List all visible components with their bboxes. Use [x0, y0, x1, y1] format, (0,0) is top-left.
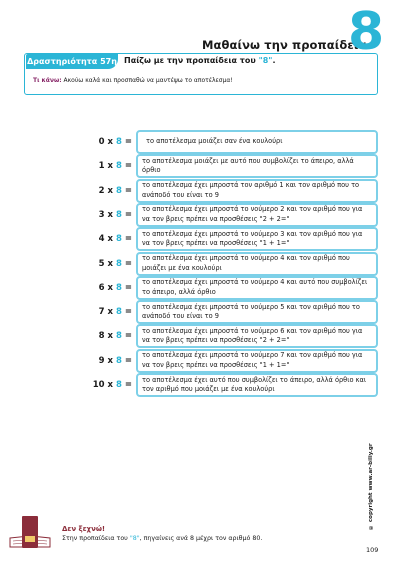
activity-instruction: [33, 77, 233, 84]
row-clue-box: [136, 203, 378, 227]
multiplication-row: [48, 324, 378, 348]
multiplication-row: [48, 349, 378, 373]
activity-title-prefix: Παίζω με την προπαίδεια του: [124, 56, 259, 65]
row-equals: =: [121, 355, 132, 366]
row-clue-box: [136, 154, 378, 178]
row-clue-box: [136, 373, 378, 397]
row-clue-box: [136, 349, 378, 373]
row-eight: 8: [115, 185, 122, 196]
row-eight: 8: [115, 282, 122, 293]
row-clue-box: [136, 276, 378, 300]
row-equals: =: [121, 209, 132, 220]
row-eight: 8: [115, 307, 122, 318]
multiplication-row: [48, 300, 378, 324]
reminder-text-suffix: , πηγαίνεις ανά 8 μέχρι τον αριθμό 80.: [139, 535, 263, 542]
row-clue-text: το αποτέλεσμα έχει μπροστά το νούμερο 4 και τον αριθμό που μοιάζει με ένα κουλούρι: [142, 254, 350, 272]
page-title: Μαθαίνω την προπαίδεια: [202, 38, 367, 52]
multiplication-row: [48, 276, 378, 300]
row-eight: 8: [115, 355, 122, 366]
activity-title: [124, 56, 276, 65]
row-equation: [99, 179, 132, 203]
row-eight: 8: [115, 137, 122, 147]
row-clue-box: [136, 300, 378, 324]
multiplication-row: [48, 373, 378, 397]
row-equation: [99, 324, 132, 348]
row-multiplier: 4 x: [98, 234, 114, 245]
row-eight: 8: [115, 380, 122, 390]
row-eight: 8: [115, 331, 122, 342]
row-clue-text: το αποτέλεσμα μοιάζει με αυτό που συμβολίζει το άπειρο, αλλά όρθιο: [142, 156, 354, 175]
row-clue-text: το αποτέλεσμα έχει αυτό που συμβολίζει το άπειρο, αλλά όρθιο και τον αριθμό που μοιάζει με ένα κουλούρι: [142, 375, 367, 393]
row-equals: =: [121, 185, 132, 196]
row-multiplier: 7 x: [98, 307, 114, 318]
row-multiplier: 0 x: [98, 137, 114, 147]
row-clue-box: [136, 252, 378, 276]
row-multiplier: 10 x: [92, 380, 114, 390]
multiplication-row: [48, 252, 378, 276]
page-number: 109: [366, 546, 379, 554]
row-multiplier: 6 x: [98, 282, 114, 293]
row-clue-text: το αποτέλεσμα έχει μπροστά το νούμερο 4 και αυτό που συμβολίζει το άπειρο, αλλά όρθιο: [142, 278, 368, 296]
row-equation: [99, 130, 132, 154]
row-clue-text: το αποτέλεσμα έχει μπροστά το νούμερο 3 και τον αριθμό που για να τον βρεις πρέπει να προσθέσεις "1 + 1=": [142, 229, 363, 248]
activity-title-suffix: .: [272, 56, 276, 65]
row-equals: =: [121, 161, 132, 172]
multiplication-row: [48, 179, 378, 203]
row-eight: 8: [115, 258, 122, 269]
row-equals: =: [121, 137, 132, 147]
row-equals: =: [121, 331, 132, 342]
chapter-number: 8: [348, 2, 385, 62]
reminder-title: Δεν ξεχνώ!: [62, 525, 106, 533]
instruction-label: Τι κάνω:: [33, 77, 62, 84]
row-clue-box: [136, 130, 378, 154]
row-clue-text: το αποτέλεσμα έχει μπροστά το νούμερο 6 και τον αριθμό που για να τον βρεις πρέπει να προσθέσεις "2 + 2=": [142, 326, 363, 345]
row-multiplier: 1 x: [98, 161, 114, 172]
row-multiplier: 3 x: [98, 209, 114, 220]
row-clue-text: το αποτέλεσμα μοιάζει σαν ένα κουλούρι: [146, 137, 283, 146]
row-eight: 8: [115, 161, 122, 172]
row-equation: [99, 252, 132, 276]
row-clue-box: [136, 227, 378, 251]
multiplication-row: [48, 154, 378, 178]
row-equation: [93, 373, 132, 397]
row-clue-text: το αποτέλεσμα έχει μπροστά τον αριθμό 1 και τον αριθμό που το ανάποδό του είναι το 9: [142, 181, 360, 199]
row-equation: [99, 276, 132, 300]
row-multiplier: 8 x: [98, 331, 114, 342]
bookmark-icon: [22, 516, 38, 548]
row-equation: [99, 154, 132, 178]
row-eight: 8: [115, 209, 122, 220]
multiplication-row: [48, 130, 378, 154]
row-clue-text: το αποτέλεσμα έχει μπροστά το νούμερο 2 και τον αριθμό που για να τον βρεις πρέπει να προσθέσεις "2 + 2=": [142, 205, 363, 223]
row-clue-text: το αποτέλεσμα έχει μπροστά το νούμερο 5 και τον αριθμό που το ανάποδό του είναι το 9: [142, 302, 360, 321]
row-clue-box: [136, 324, 378, 348]
row-eight: 8: [115, 234, 122, 245]
row-equation: [99, 203, 132, 227]
row-multiplier: 2 x: [98, 185, 114, 196]
row-multiplier: 5 x: [98, 258, 114, 269]
activity-badge: Δραστηριότητα 57η: [26, 54, 118, 69]
row-multiplier: 9 x: [98, 355, 114, 366]
copyright-notice: © copyright www.ar-biliy.gr: [368, 443, 374, 530]
row-equals: =: [121, 234, 132, 245]
reminder-text-prefix: Στην προπαίδεια του: [62, 535, 130, 542]
reminder-text-table: "8": [129, 535, 140, 542]
instruction-text: Ακούω καλά και προσπαθώ να μαντέψω το αποτέλεσμα!: [61, 77, 233, 84]
row-clue-box: [136, 179, 378, 203]
row-equation: [99, 227, 132, 251]
row-equals: =: [121, 282, 132, 293]
row-equation: [99, 300, 132, 324]
row-equation: [99, 349, 132, 373]
row-clue-text: το αποτέλεσμα έχει μπροστά το νούμερο 7 και τον αριθμό που για να τον βρεις πρέπει να προσθέσεις "1 + 1=": [142, 351, 363, 369]
multiplication-row: [48, 227, 378, 251]
row-equals: =: [121, 307, 132, 318]
row-equals: =: [121, 380, 132, 390]
multiplication-row: [48, 203, 378, 227]
activity-title-table: "8": [258, 56, 273, 65]
reminder-text: [62, 535, 262, 542]
row-equals: =: [121, 258, 132, 269]
